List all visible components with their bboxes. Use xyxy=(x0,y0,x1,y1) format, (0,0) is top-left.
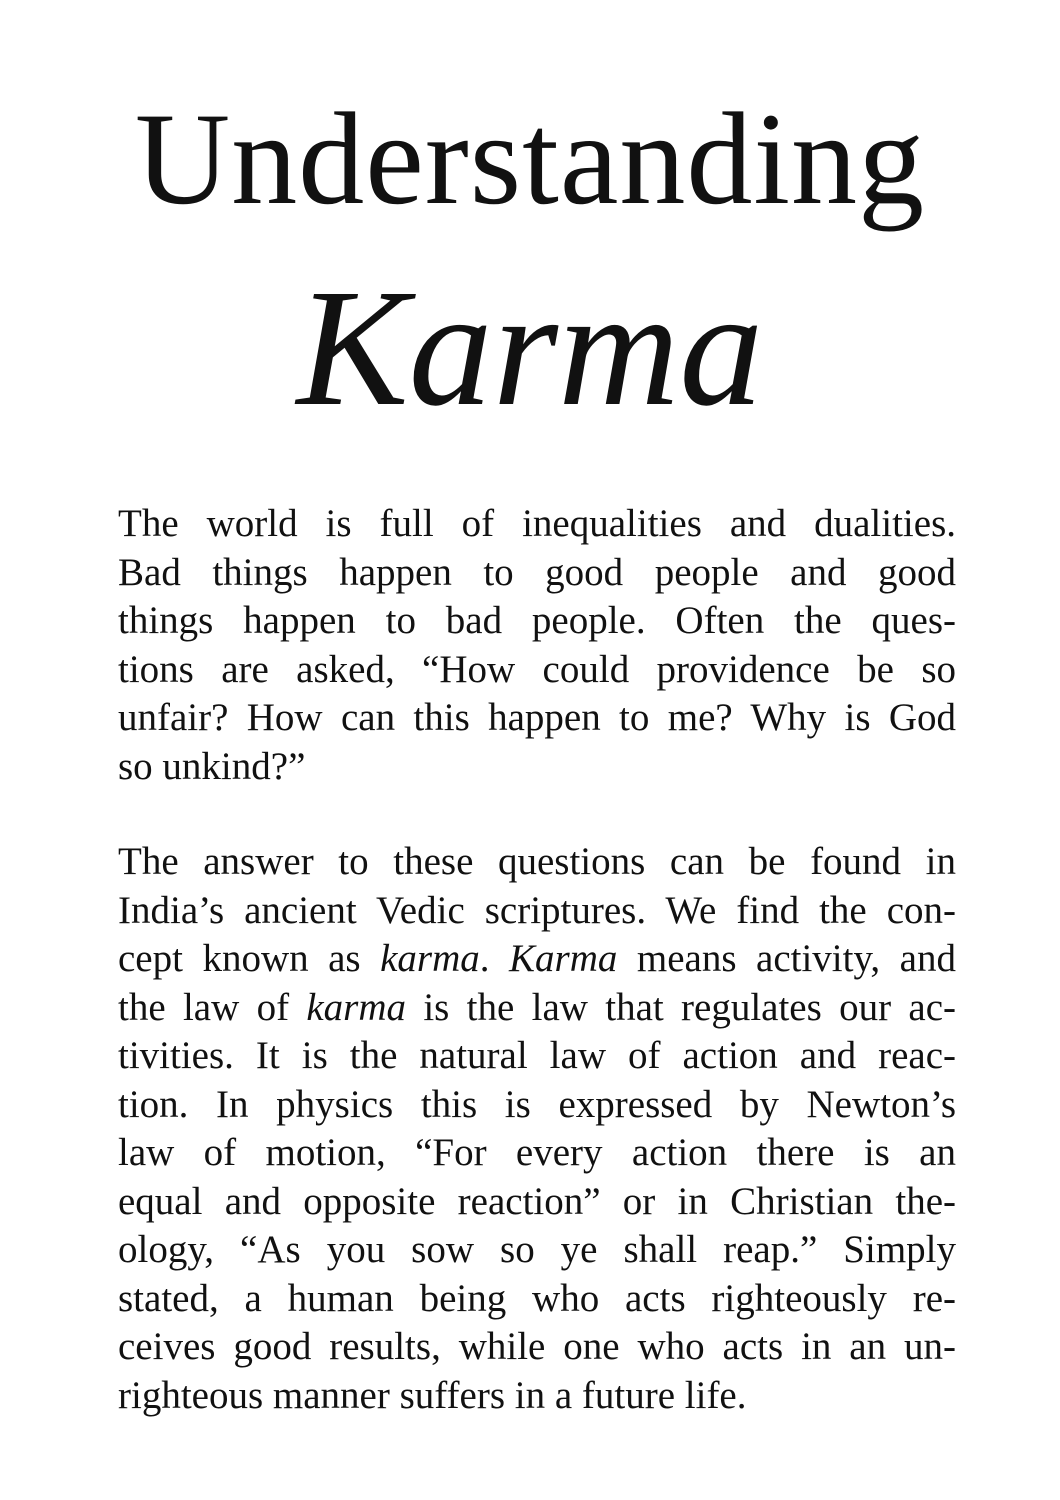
title-line-understanding: Understanding xyxy=(134,85,926,232)
text-line: law of motion, “For every action there is an xyxy=(118,1131,956,1174)
text-line: stated, a human being who acts righteously re- xyxy=(118,1276,956,1320)
text-segment: . xyxy=(479,937,510,980)
text-segment: is the law that regulates our ac- xyxy=(406,985,956,1029)
text-line: tions are asked, “How could providence be so xyxy=(118,647,956,691)
text-line: The world is full of inequalities and dualities. xyxy=(118,502,956,545)
emphasis-karma: karma xyxy=(306,985,407,1029)
text-line: equal and opposite reaction” or in Christian the- xyxy=(118,1179,956,1223)
text-line: things happen to bad people. Often the ques- xyxy=(118,599,956,642)
paragraph-intro xyxy=(118,500,956,791)
emphasis-karma: Karma xyxy=(509,937,618,980)
text-segment: the law of xyxy=(118,985,307,1029)
text-segment: means activity, and xyxy=(617,937,956,980)
text-segment: cept known as xyxy=(118,937,381,980)
title-line-karma: Karma xyxy=(296,255,764,441)
text-line: tivities. It is the natural law of action and reac- xyxy=(118,1034,956,1077)
text-line: tion. In physics this is expressed by Newton’s xyxy=(118,1082,956,1126)
text-line: The answer to these questions can be found in xyxy=(118,840,956,883)
emphasis-karma: karma xyxy=(380,937,480,980)
paragraph-answer xyxy=(118,838,956,1420)
text-line: ology, “As you sow so ye shall reap.” Simply xyxy=(118,1228,956,1271)
text-line: so unkind?” xyxy=(118,744,306,788)
body-text xyxy=(118,500,956,1467)
text-line: unfair? How can this happen to me? Why is God xyxy=(118,696,956,739)
text-line-with-emphasis xyxy=(118,935,956,984)
text-line: India’s ancient Vedic scriptures. We find the con- xyxy=(118,888,956,932)
text-line: Bad things happen to good people and good xyxy=(118,550,956,594)
text-line: ceives good results, while one who acts in an un- xyxy=(118,1325,956,1368)
text-line-with-emphasis xyxy=(118,984,956,1033)
text-line: righteous manner suffers in a future life. xyxy=(118,1373,747,1417)
